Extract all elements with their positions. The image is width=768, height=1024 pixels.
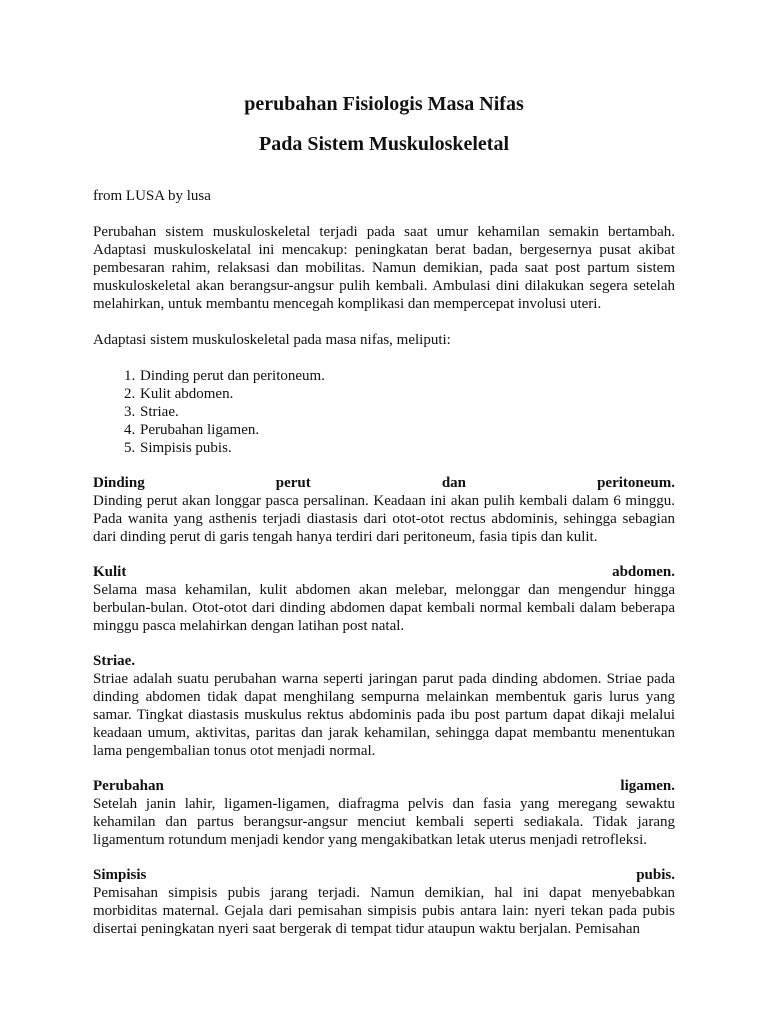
list-item: 5. Simpisis pubis. <box>139 439 675 457</box>
document-subtitle: Pada Sistem Muskuloskeletal <box>258 133 510 155</box>
heading-word: Perubahan <box>93 778 164 794</box>
section-heading <box>93 474 675 492</box>
section-simpisis-pubis <box>93 866 675 938</box>
list-item: 3. Striae. <box>139 403 675 421</box>
section-heading <box>93 563 675 581</box>
section-body: Dinding perut akan longgar pasca persalinan. Keadaan ini akan pulih kembali dalam 6 minggu. Pada wanita yang asthenis terjadi diastasis dari otot-otot rectus abdominis, sehingga sebagian dari dinding perut di garis tengah hanya terdiri dari peritoneum, fasia tipis dan kulit. <box>93 493 675 545</box>
list-item: 4. Perubahan ligamen. <box>139 421 675 439</box>
intro-paragraph: Perubahan sistem muskuloskeletal terjadi pada saat umur kehamilan semakin bertambah. Adaptasi muskuloskelatal ini mencakup: peningkatan berat badan, bergesernya pusat akibat pembesaran rahim, relaksasi dan mobilitas. Namun demikian, pada saat post partum sistem muskuloskeletal akan berangsur-angsur pulih kembali. Ambulasi dini dilakukan segera setelah melahirkan, untuk membantu mencegah komplikasi dan mempercepat involusi uteri. <box>93 224 675 312</box>
heading-word: pubis. <box>636 867 675 883</box>
heading-word: Kulit <box>93 564 127 580</box>
list-item: 1. Dinding perut dan peritoneum. <box>139 367 675 385</box>
section-kulit-abdomen <box>93 563 675 635</box>
section-body: Pemisahan simpisis pubis jarang terjadi. Namun demikian, hal ini dapat menyebabkan morbiditas maternal. Gejala dari pemisahan simpisis pubis antara lain: nyeri tekan pada pubis disertai peningkatan nyeri saat bergerak di tempat tidur ataupun waktu berjalan. Pemisahan <box>93 885 675 937</box>
document-title: perubahan Fisiologis Masa Nifas <box>244 93 524 115</box>
heading-word: Striae. <box>93 653 136 669</box>
section-heading <box>93 866 675 884</box>
section-heading <box>93 777 675 795</box>
list-item: 2. Kulit abdomen. <box>139 385 675 403</box>
heading-word: dan <box>441 475 467 491</box>
heading-word: peritoneum. <box>597 475 675 491</box>
heading-word: perut <box>275 475 311 491</box>
section-body: Striae adalah suatu perubahan warna seperti jaringan parut pada dinding abdomen. Striae pada dinding abdomen tidak dapat menghilang sempurna melainkan membentuk garis lurus yang samar. Tingkat diastasis muskulus rektus abdominis pada ibu post partum dapat dikaji melalui keadaan umum, aktivitas, paritas dan jarak kehamilan, sehingga dapat membantu menentukan lama pengembalian tonus otot menjadi normal. <box>93 671 675 759</box>
heading-word: Simpisis <box>93 867 147 883</box>
section-dinding-perut <box>93 474 675 546</box>
source-line: from LUSA by lusa <box>93 188 211 204</box>
list-lead: Adaptasi sistem muskuloskeletal pada masa nifas, meliputi: <box>93 332 451 348</box>
section-heading <box>93 652 675 670</box>
section-body: Setelah janin lahir, ligamen-ligamen, diafragma pelvis dan fasia yang meregang sewaktu kehamilan dan partus berangsur-angsur menciut kembali seperti sediakala. Tidak jarang ligamentum rotundum menjadi kendor yang mengakibatkan letak uterus menjadi retrofleksi. <box>93 796 675 848</box>
section-body: Selama masa kehamilan, kulit abdomen akan melebar, melonggar dan mengendur hingga berbulan-bulan. Otot-otot dari dinding abdomen dapat kembali normal kembali dalam beberapa minggu pasca melahirkan dengan latihan post natal. <box>93 582 675 634</box>
adaptation-list <box>93 367 675 457</box>
section-perubahan-ligamen <box>93 777 675 849</box>
heading-word: Dinding <box>93 475 145 491</box>
section-striae <box>93 652 675 760</box>
heading-word: abdomen. <box>612 564 675 580</box>
heading-word: ligamen. <box>620 778 675 794</box>
